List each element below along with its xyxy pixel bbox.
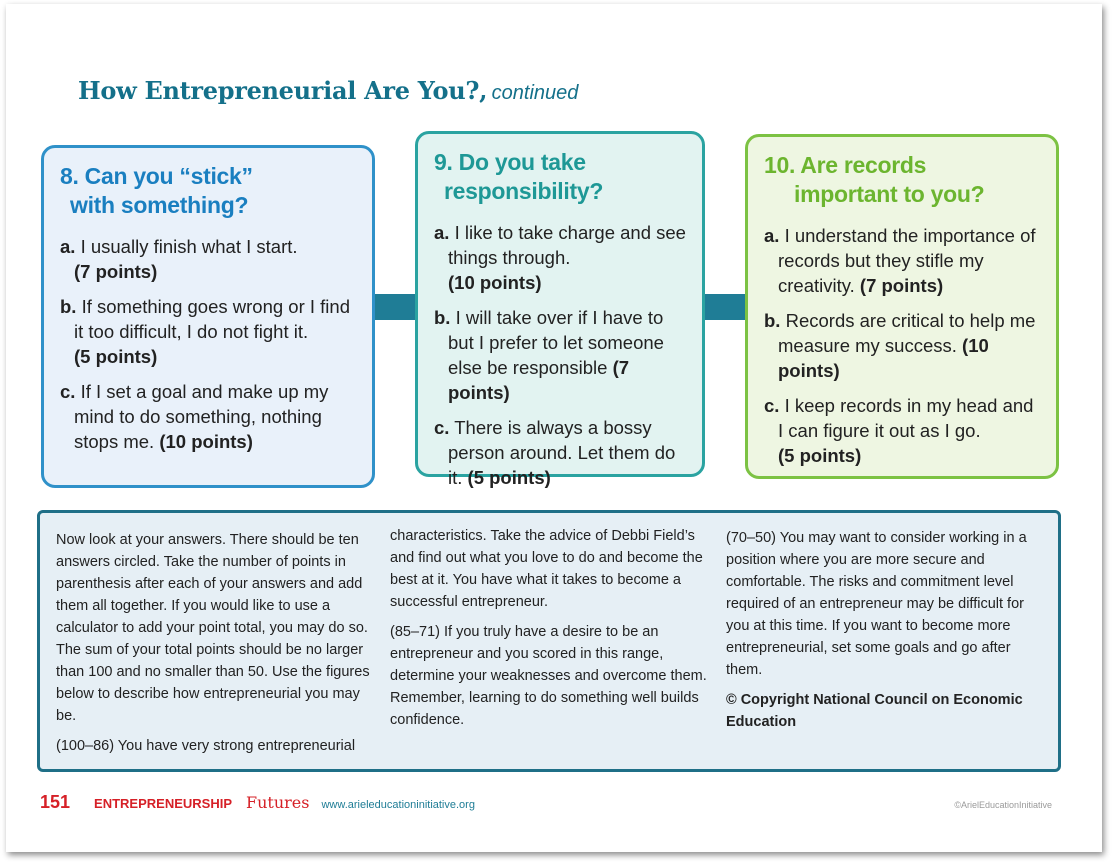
answer-b: b. I will take over if I have to but I prefer to let someone else be responsible (7 points) [434, 307, 664, 403]
title-continued: continued [491, 82, 579, 104]
info-paragraph: Now look at your answers. There should be ten answers circled. Take the number of points in parenthesis after each of your answers and add them all together. If you would like to use a calculator to add your point total, you may do so. The sum of your total points should be no larger than 100 and no smaller than 50. Use the figures below to describe how entrepreneurial you may be. [56, 532, 370, 724]
question-title: 10. Are records important to you? [764, 152, 985, 207]
answer-b: b. Records are critical to help me measure my success. (10 points) [764, 310, 1036, 381]
scoring-info-box [37, 510, 1061, 772]
connector-bar-2 [703, 294, 749, 320]
answer-b: b. If something goes wrong or I find it too difficult, I do not fight it. (5 points) [60, 296, 350, 367]
question-10-box [745, 134, 1059, 479]
question-title: 8. Can you “stick” with something? [60, 163, 253, 218]
question-8-box [41, 145, 375, 488]
title-main: How Entrepreneurial Are You?, [78, 76, 488, 105]
footer-url[interactable]: www.arieleducationinitiative.org [321, 799, 475, 811]
question-9-box [415, 131, 705, 488]
info-column-2 [390, 525, 710, 739]
answer-c: c. If I set a goal and make up my mind to do something, nothing stops me. (10 points) [60, 381, 329, 452]
question-title: 9. Do you take responsibility? [434, 149, 604, 204]
answer-a: a. I understand the importance of records but they stifle my creativity. (7 points) [764, 225, 1036, 296]
answer-c: c. There is always a bossy person around. Let them do it. (5 points) [434, 417, 676, 488]
answer-a: a. I usually finish what I start. (7 points) [60, 236, 298, 282]
info-column-3 [726, 527, 1046, 741]
brand-futures: Futures [246, 793, 310, 812]
footer-copyright: ©ArielEducationInitiative [954, 800, 1052, 810]
answer-a: a. I like to take charge and see things through. (10 points) [434, 222, 686, 293]
info-paragraph: (85–71) If you truly have a desire to be an entrepreneur and you scored in this range, determine your weaknesses and overcome them. Remember, learning to do something well builds confidence. [390, 624, 707, 728]
info-column-1 [56, 529, 376, 765]
page-title [78, 76, 578, 105]
info-paragraph: characteristics. Take the advice of Debbi Field’s and find out what you love to do and become the best at it. You have what it takes to become a successful entrepreneur. [390, 528, 703, 610]
copyright-notice: © Copyright National Council on Economic Education [726, 692, 1023, 730]
answer-c: c. I keep records in my head and I can figure it out as I go. (5 points) [764, 395, 1034, 466]
page-number: 151 [40, 792, 71, 812]
connector-bar-1 [373, 294, 419, 320]
brand-entrepreneurship: ENTREPRENEURSHIP [94, 796, 233, 811]
info-paragraph: (70–50) You may want to consider working in a position where you are more secure and comfortable. The risks and commitment level required of an entrepreneur may be difficult for you at this time. If you want to become more entrepreneurial, set some goals and go after them. [726, 530, 1027, 678]
footer [40, 792, 475, 813]
info-paragraph: (100–86) You have very strong entrepreneurial [56, 738, 356, 754]
page [6, 4, 1102, 852]
